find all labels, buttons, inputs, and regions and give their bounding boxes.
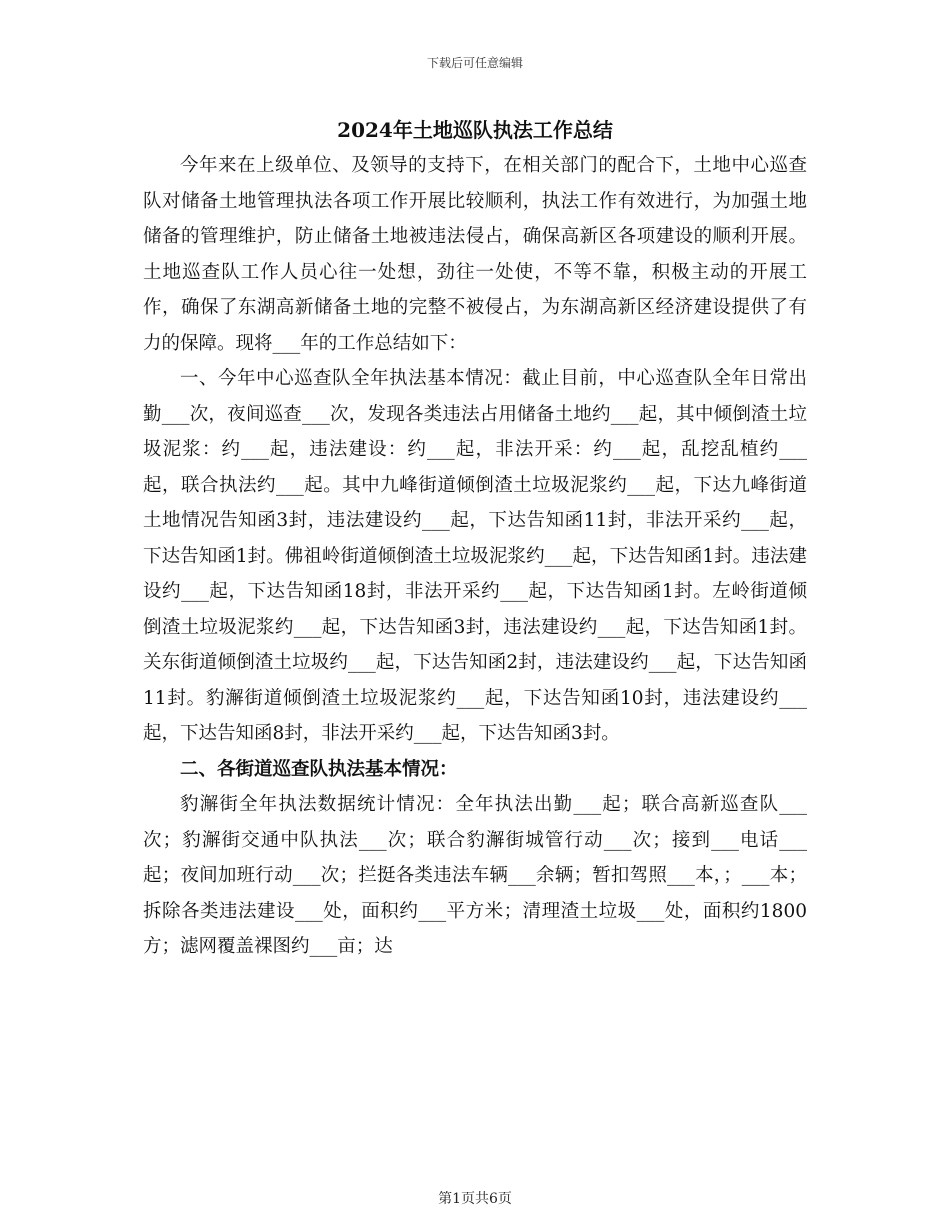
page-header-note: 下载后可任意编辑 [426, 56, 523, 70]
section-two-heading: 二、各街道巡查队执法基本情况： [180, 758, 458, 780]
section-two-paragraph: 豹澥街全年执法数据统计情况：全年执法出勤___起；联合高新巡查队___次；豹澥街交通中队执法___次；联合豹澥街城管行动___次；接到___电话___起；夜间加班行动___次；拦挺各类违法车辆___余辆；暂扣驾照___本，；___本；拆除各类违法建设___处，面积约___平方米；清理渣土垃圾___处，面积约1800方；滤网覆盖裸图约___亩；达 [143, 794, 807, 957]
section-one-paragraph: 一、今年中心巡查队全年执法基本情况：截止目前，中心巡查队全年日常出勤___次，夜间巡查___次，发现各类违法占用储备土地约___起，其中倾倒渣土垃圾泥浆：约___起，违法建设：约___起，非法开采：约___起，乱挖乱植约___起，联合执法约___起。其中九峰街道倾倒渣土垃圾泥浆约___起，下达九峰街道土地情况告知函3封，违法建设约___起，下达告知函11封，非法开采约___起，下达告知函1封。佛祖岭街道倾倒渣土垃圾泥浆约___起，下达告知函1封。违法建设约___起，下达告知函18封，非法开采约___起，下达告知函1封。左岭街道倾倒渣土垃圾泥浆约___起，下达告知函3封，违法建设约___起，下达告知函1封。关东街道倾倒渣土垃圾约___起，下达告知函2封，违法建设约___起，下达告知函11封。豹澥街道倾倒渣土垃圾泥浆约___起，下达告知函10封，违法建设约___起，下达告知函8封，非法开采约___起，下达告知函3封。 [143, 368, 807, 744]
document-title: 2024年土地巡队执法工作总结 [337, 118, 613, 142]
intro-paragraph: 今年来在上级单位、及领导的支持下，在相关部门的配合下，土地中心巡查队对储备土地管理执法各项工作开展比较顺利，执法工作有效进行，为加强土地储备的管理维护，防止储备土地被违法侵占，确保高新区各项建设的顺利开展。土地巡查队工作人员心往一处想，劲往一处使，不等不靠，积极主动的开展工作，确保了东湖高新储备土地的完整不被侵占，为东湖高新区经济建设提供了有力的保障。现将___年的工作总结如下： [143, 155, 807, 354]
page-number-footer: 第1页共6页 [438, 1191, 512, 1207]
document-body [143, 148, 807, 965]
